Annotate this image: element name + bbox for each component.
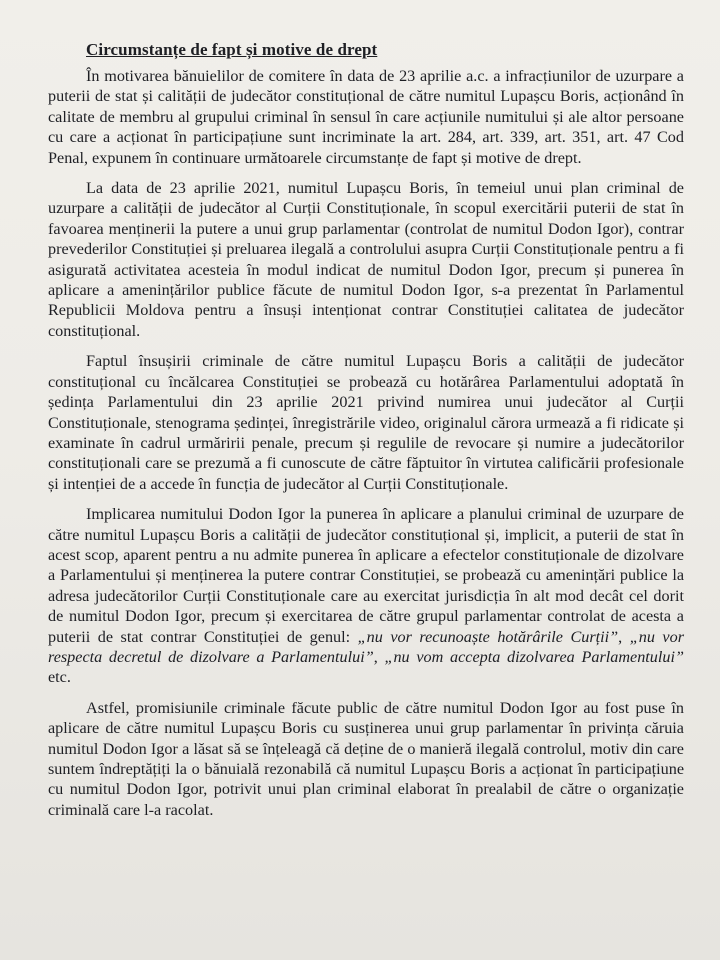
quote-1: „nu vor recunoaște hotărârile Curții” bbox=[357, 627, 619, 646]
paragraph-3-text: Faptul însușirii criminale de către numitul Lupașcu Boris a calității de judecător constituțional cu încălcarea Constituției se probează cu hotărârea Parlamentului adoptată în ședința Parlamentului din 23 aprilie 2021 privind numirea unui judecător al Curții Constituționale, stenograma ședinței, înregistrările video, originalul cărora urmează a fi ridicate și examinate în cadrul urmăririi penale, precum și regulile de revocare și numire a judecătorilor constituționali care se prezumă a fi cunoscute de către făptuitor în virtutea calificării profesionale și intenției de a accede în funcția de judecător al Curții Constituționale. bbox=[48, 352, 684, 493]
paragraph-5 bbox=[48, 698, 684, 820]
paragraph-5-text: Astfel, promisiunile criminale făcute public de către numitul Dodon Igor au fost puse în aplicare de către numitul Lupașcu Boris cu susținerea unui grup parlamentar în privința căruia numitul Dodon Igor a lăsat să se înțeleagă că deține de o manieră ilegală controlul, motiv din care suntem îndreptățiți la o bănuială rezonabilă că numitul Lupașcu Boris a acționat în participațiune cu numitul Dodon Igor, potrivit unui plan criminal elaborat în prealabil de către o organizație criminală care l-a racolat. bbox=[48, 698, 684, 819]
paragraph-1-text: În motivarea bănuielilor de comitere în data de 23 aprilie a.c. a infracțiunilor de uzurpare a puterii de stat și calității de judecător constituțional de către numitul Lupașcu Boris, acționând în calitate de membru al grupului criminal în sensul în care acțiunile numitului și ale altor persoane cu care a acționat în participațiune sunt incriminate la art. 284, art. 339, art. 351, art. 47 Cod Penal, expunem în continuare următoarele circumstanțe de fapt și motive de drept. bbox=[48, 67, 684, 167]
paragraph-4 bbox=[48, 504, 684, 688]
paragraph-2 bbox=[48, 178, 684, 341]
quote-separator-1: , bbox=[618, 627, 630, 646]
quote-2: „nu vor respecta decretul de dizolvare a Parlamentului” bbox=[48, 627, 684, 666]
paragraph-1 bbox=[48, 66, 684, 168]
paragraph-4-tail: etc. bbox=[48, 668, 71, 687]
paragraph-4-text: Implicarea numitului Dodon Igor la punerea în aplicare a planului criminal de uzurpare de către numitul Lupașcu Boris a calității de judecător constituțional și, implicit, a puterii de stat în acest scop, aparent pentru a nu admite punerea în aplicare a efectelor constituționale de dizolvare a Parlamentului și menținerea la putere contrar Constituției, se probează cu amenințări publice la adresa judecătorilor Curții Constituționale care au exercitat jurisdicția în alt mod decât cel dorit de numitul Dodon Igor, precum și exercitarea de către grupul parlamentar controlat de acesta a puterii de stat contrar Constituției de genul: bbox=[48, 505, 684, 646]
paragraph-3 bbox=[48, 351, 684, 494]
quote-separator-2: , bbox=[373, 647, 385, 666]
quote-3: „nu vom accepta dizolvarea Parlamentului” bbox=[384, 647, 684, 666]
paragraph-2-text: La data de 23 aprilie 2021, numitul Lupașcu Boris, în temeiul unui plan criminal de uzurpare a calității de judecător al Curții Constituționale, în scopul exercitării puterii de stat în favoarea menținerii la putere a unui grup parlamentar (controlat de numitul Dodon Igor), contrar prevederilor Constituției și preluarea ilegală a controlului asupra Curții Constituționale pentru a fi asigurată activitatea acesteia în modul indicat de numitul Dodon Igor, precum și punerea în aplicare a amenințărilor publice făcute de numitul Dodon Igor, s-a prezentat în Parlamentul Republicii Moldova pentru a însuși intenționat contrar Constituției calitatea de judecător constituțional. bbox=[48, 179, 684, 340]
document-heading: Circumstanțe de fapt și motive de drept bbox=[86, 40, 378, 59]
